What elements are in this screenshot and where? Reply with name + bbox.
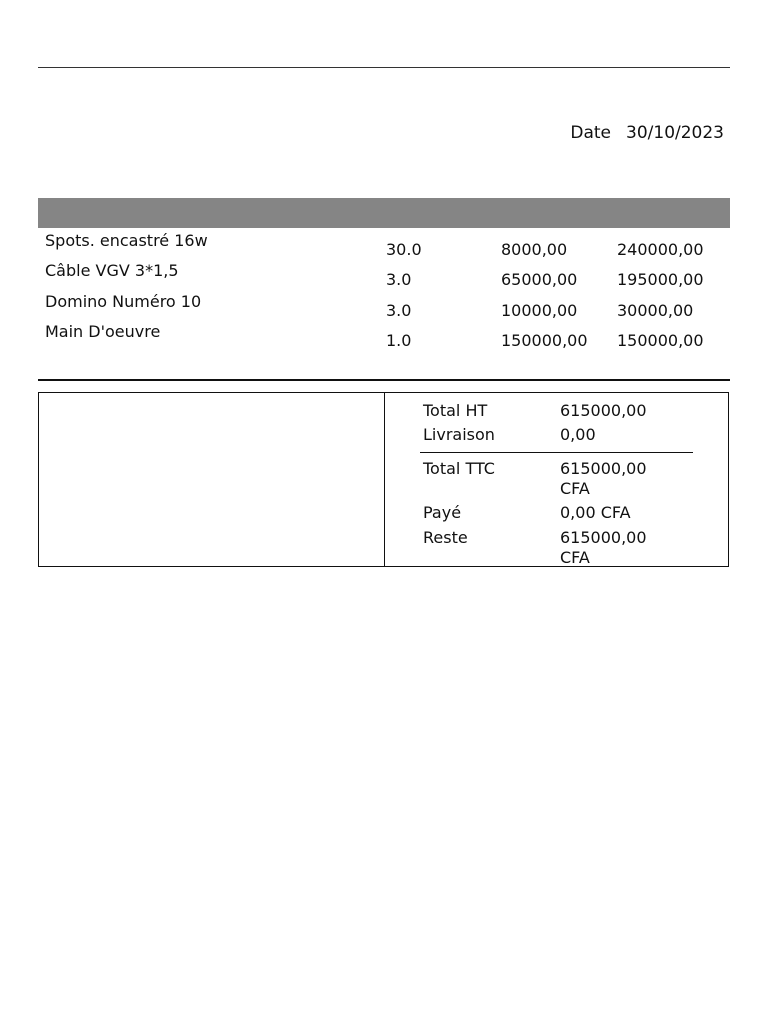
item-total: 30000,00 [617,300,694,320]
total-ttc-row [423,459,713,499]
table-row [38,260,730,290]
table-header-bar [38,198,730,228]
date-block [570,123,724,143]
top-divider [38,67,730,68]
date-label: Date [570,123,612,143]
item-unit-price: 8000,00 [501,240,568,259]
item-unit-price: 65000,00 [501,270,578,290]
totals-separator [420,452,693,453]
item-total: 195000,00 [617,270,704,290]
reste-row [423,528,713,568]
totals-box [38,392,729,567]
paye-value: 0,00 CFA [560,503,631,522]
item-quantity: 30.0 [386,240,422,259]
total-ttc-label: Total TTC [423,459,495,478]
livraison-label: Livraison [423,425,495,444]
table-row [38,291,730,321]
date-value: 30/10/2023 [626,123,724,143]
total-ht-value: 615000,00 [560,401,647,420]
livraison-row [423,425,713,445]
item-quantity: 3.0 [386,300,412,320]
paye-row [423,503,713,523]
totals-box-divider [384,393,385,566]
reste-label: Reste [423,528,468,547]
items-bottom-divider [38,379,730,381]
item-quantity: 1.0 [386,330,412,350]
reste-value: 615000,00 CFA [560,528,647,567]
totals-panel [423,401,713,568]
livraison-value: 0,00 [560,425,596,444]
total-ht-label: Total HT [423,401,488,420]
total-ht-row [423,401,713,421]
item-total: 240000,00 [617,240,704,259]
total-ttc-value: 615000,00 CFA [560,459,647,498]
item-unit-price: 150000,00 [501,330,588,350]
item-description: Câble VGV 3*1,5 [45,261,179,281]
item-quantity: 3.0 [386,270,412,290]
table-row [38,321,730,351]
item-total: 150000,00 [617,330,704,350]
item-description: Main D'oeuvre [45,321,161,341]
item-unit-price: 10000,00 [501,300,578,320]
paye-label: Payé [423,503,462,522]
table-row [38,230,730,260]
item-description: Spots. encastré 16w [45,231,208,250]
item-description: Domino Numéro 10 [45,291,202,311]
items-table [38,230,730,351]
